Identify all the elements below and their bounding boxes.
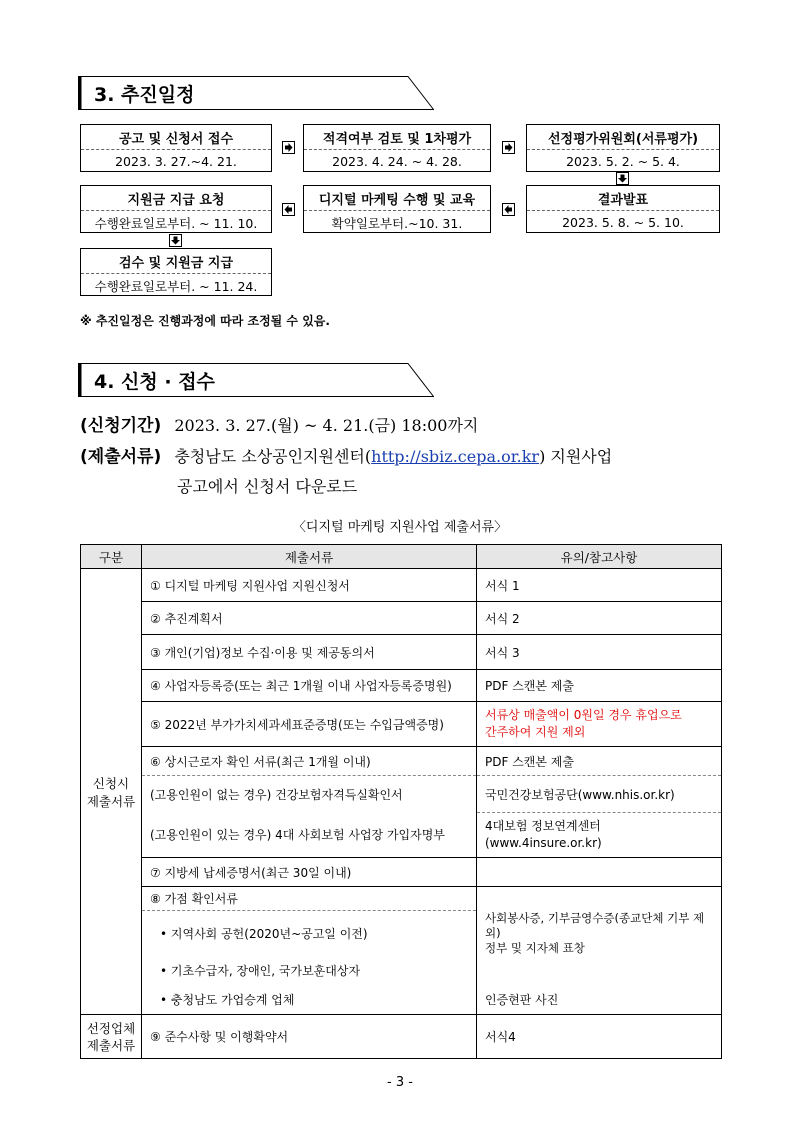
- col-header: 제출서류: [142, 545, 477, 569]
- step-date: 수행완료일로부터. ~ 11. 10.: [94, 215, 258, 231]
- col-header: 유의/참고사항: [477, 545, 722, 569]
- note-cell: PDF 스캔본 제출: [477, 747, 722, 776]
- doc-cell: • 지역사회 공헌(2020년~공고일 이전): [142, 911, 477, 956]
- note-cell: 서식 3: [477, 635, 722, 670]
- note-cell: [477, 858, 722, 887]
- docs-value-pre: 충청남도 소상공인지원센터(: [174, 447, 372, 466]
- step-box-2: [303, 124, 491, 172]
- period-label: (신청기간): [80, 416, 162, 436]
- doc-cell: (고용인원이 없는 경우) 건강보험자격득실확인서: [142, 776, 477, 813]
- table-row: [81, 911, 722, 956]
- arrow-right-icon: [282, 141, 295, 154]
- doc-cell: (고용인원이 있는 경우) 4대 사회보험 사업장 가입자명부: [142, 813, 477, 858]
- period-value: 2023. 3. 27.(월) ~ 4. 21.(금) 18:00까지: [174, 416, 479, 435]
- step-box-1: [80, 124, 272, 172]
- arrow-left-icon: [502, 203, 515, 216]
- step-title: 공고 및 신청서 접수: [81, 125, 271, 150]
- doc-cell: ⑨ 준수사항 및 이행확약서: [142, 1015, 477, 1059]
- arrow-down-icon: [616, 172, 629, 185]
- docs-line: [80, 442, 612, 467]
- table-row: [81, 813, 722, 858]
- note-cell: [477, 887, 722, 911]
- step-title: 적격여부 검토 및 1차평가: [304, 125, 490, 150]
- period-line: [80, 411, 478, 436]
- table-header-row: [81, 545, 722, 569]
- note-cell: 사회봉사증, 기부금영수증(종교단체 기부 제외) 정부 및 지자체 표창: [477, 911, 722, 956]
- note-cell: 서식 1: [477, 569, 722, 602]
- arrow-down-icon: [169, 234, 182, 247]
- table-row: [81, 985, 722, 1015]
- step-box-7: [80, 248, 272, 296]
- step-title: 지원금 지급 요청: [81, 186, 271, 211]
- col-header: 구분: [81, 545, 142, 569]
- section4-title: 4. 신청 · 접수: [94, 371, 215, 393]
- section3-header: [78, 76, 434, 110]
- docs-label: (제출서류): [80, 447, 162, 467]
- section4-header: [78, 363, 434, 397]
- doc-cell: ④ 사업자등록증(또는 최근 1개월 이내 사업자등록증명원): [142, 670, 477, 702]
- doc-cell: • 기초수급자, 장애인, 국가보훈대상자: [142, 956, 477, 985]
- step-title: 검수 및 지원금 지급: [81, 249, 271, 274]
- table-row: [81, 635, 722, 670]
- docs-link[interactable]: http://sbiz.cepa.or.kr: [371, 447, 540, 466]
- doc-cell: ③ 개인(기업)정보 수집·이용 및 제공동의서: [142, 635, 477, 670]
- doc-cell: ⑦ 지방세 납세증명서(최근 30일 이내): [142, 858, 477, 887]
- table-row: [81, 569, 722, 602]
- arrow-left-icon: [282, 203, 295, 216]
- step-date: 2023. 5. 8. ~ 5. 10.: [562, 215, 684, 230]
- documents-table: [80, 544, 722, 1059]
- section3-title: 3. 추진일정: [94, 84, 195, 106]
- docs-value-post: ) 지원사업: [539, 447, 613, 466]
- table-row: [81, 858, 722, 887]
- arrow-right-icon: [502, 141, 515, 154]
- step-date: 2023. 4. 24. ~ 4. 28.: [332, 154, 462, 169]
- step-title: 결과발표: [527, 186, 719, 211]
- step-date: 확약일로부터.~10. 31.: [331, 215, 463, 231]
- note-cell: 인증현판 사진: [477, 985, 722, 1015]
- step-box-3: [526, 124, 720, 172]
- doc-cell: • 충청남도 가업승계 업체: [142, 985, 477, 1015]
- table-row: [81, 602, 722, 635]
- doc-cell: ⑧ 가점 확인서류: [142, 887, 477, 911]
- table-row: [81, 670, 722, 702]
- note-cell-warning: 서류상 매출액이 0원일 경우 휴업으로 간주하여 지원 제외: [477, 702, 722, 747]
- table-row: [81, 1015, 722, 1059]
- note-cell: 국민건강보험공단(www.nhis.or.kr): [477, 776, 722, 813]
- step-date: 수행완료일로부터. ~ 11. 24.: [94, 278, 258, 294]
- group-label: 신청시 제출서류: [81, 569, 142, 1015]
- step-title: 디지털 마케팅 수행 및 교육: [304, 186, 490, 211]
- step-date: 2023. 5. 2. ~ 5. 4.: [566, 154, 680, 169]
- doc-cell: ⑥ 상시근로자 확인 서류(최근 1개월 이내): [142, 747, 477, 776]
- note-cell: 서식4: [477, 1015, 722, 1059]
- step-date: 2023. 3. 27.~4. 21.: [115, 154, 237, 169]
- doc-cell: ⑤ 2022년 부가가치세과세표준증명(또는 수입금액증명): [142, 702, 477, 747]
- doc-cell: ① 디지털 마케팅 지원사업 지원신청서: [142, 569, 477, 602]
- table-row: [81, 747, 722, 776]
- note-cell: 서식 2: [477, 602, 722, 635]
- schedule-note: ※ 추진일정은 진행과정에 따라 조정될 수 있음.: [80, 314, 330, 328]
- group-label: 선정업체 제출서류: [81, 1015, 142, 1059]
- table-row: [81, 956, 722, 985]
- note-cell: PDF 스캔본 제출: [477, 670, 722, 702]
- doc-cell: ② 추진계획서: [142, 602, 477, 635]
- step-box-4: [526, 185, 720, 233]
- table-row: [81, 776, 722, 813]
- step-title: 선정평가위원회(서류평가): [527, 125, 719, 150]
- page-number: - 3 -: [387, 1075, 413, 1090]
- table-caption: 〈디지털 마케팅 지원사업 제출서류〉: [292, 520, 508, 535]
- docs-value-line2: 공고에서 신청서 다운로드: [177, 477, 358, 496]
- table-row: [81, 702, 722, 747]
- note-cell: [477, 956, 722, 985]
- step-box-5: [303, 185, 491, 233]
- table-row: [81, 887, 722, 911]
- step-box-6: [80, 185, 272, 233]
- note-cell: 4대보험 정보연계센터 (www.4insure.or.kr): [477, 813, 722, 858]
